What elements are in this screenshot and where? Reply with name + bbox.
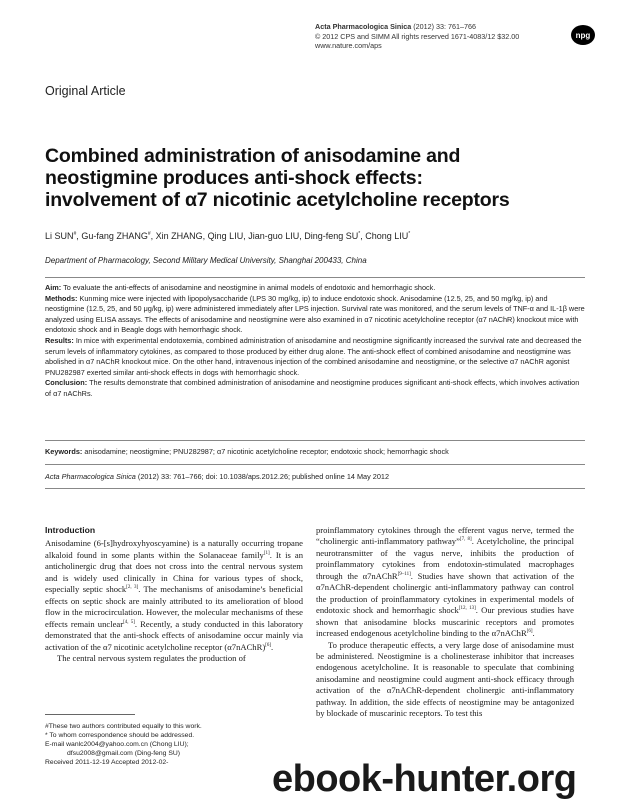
footnote: #These two authors contributed equally to this work. xyxy=(45,723,202,730)
author-name: Qing LIU xyxy=(207,231,244,241)
introduction-heading: Introduction xyxy=(45,525,96,535)
footnote: Received 2011-12-19 Accepted 2012-02- xyxy=(45,759,169,766)
footnote: * To whom correspondence should be addressed. xyxy=(45,732,195,739)
reference-citation[interactable]: [1] xyxy=(263,551,270,557)
divider xyxy=(45,464,585,465)
abstract-label: Results: xyxy=(45,335,74,345)
divider xyxy=(45,440,585,441)
author-name: Chong LIU xyxy=(365,231,409,241)
article-title xyxy=(45,145,585,211)
divider xyxy=(45,488,585,489)
journal-header xyxy=(315,22,519,51)
author-mark: * xyxy=(408,231,411,237)
abstract-text: The results demonstrate that combined administration of anisodamine and neostigmine produces significant anti-shock effects, which involves activation of α7 nAChRs. xyxy=(45,378,580,398)
abstract-text: To evaluate the anti-effects of anisodamine and neostigmine in animal models of endotoxic and hemorrhagic shock. xyxy=(61,283,436,292)
article-type: Original Article xyxy=(45,84,126,98)
title-line: neostigmine produces anti-shock effects: xyxy=(45,167,423,189)
abstract-text: Kunming mice were injected with lipopolysaccharide (LPS 30 mg/kg, ip) to induce endotoxic shock. Anisodamine (12.5, 25, and 50 mg/kg, ip) and neostigmine (12.5, 25, and 50 μg/kg, ip) were administered immediately after LPS injection. Survival rate was monitored, and the serum levels of TNF-α and IL-1β were analyzed using ELISA assays. The effects of anisodamine and neostigmine were also examined in α7 nicotinic acetylcholine receptor (α7 nAChR) knockout mice with endotoxic shock and in Beagle dogs with hemorrhagic shock. xyxy=(45,293,585,335)
author-name: Ding-feng SU xyxy=(304,231,359,241)
citation xyxy=(45,472,585,481)
abstract-section xyxy=(45,336,585,378)
abstract-section xyxy=(45,294,585,336)
paragraph: Anisodamine (6-[s]hydroxyhyoscyamine) is a naturally occurring tropane alkaloid found in some plants within the Solanaceae family[1]. It is an anticholinergic drug that does not cross into the central nervous system and is widely used clinically in China for various types of shock, especially septic shock[2, 3]. The mechanisms of anisodamine’s beneficial effects on septic shock are mainly attributed to its amelioration of blood flow in the microcirculation. However, the molecular mechanisms of these effects remain unclear[4, 5]. Recently, a study conducted in this laboratory demonstrated that the anti-shock effects of anisodamine occur mainly via activation of the α7 nicotinic acetylcholine receptor (α7nAChR)[6]. xyxy=(45,538,304,652)
abstract-label: Conclusion: xyxy=(45,378,88,388)
keywords-label: Keywords: xyxy=(45,447,83,456)
citation-journal: Acta Pharmacologica Sinica xyxy=(45,472,136,481)
keywords xyxy=(45,447,585,456)
reference-citation[interactable]: [6] xyxy=(265,642,272,648)
title-line: involvement of α7 nicotinic acetylcholine receptors xyxy=(45,189,510,211)
author-mark: # xyxy=(147,231,151,237)
citation-details: (2012) 33: 761–766; doi: 10.1038/aps.2012.26; published online 14 May 2012 xyxy=(135,472,390,481)
title-line: Combined administration of anisodamine and xyxy=(45,145,461,167)
footnote-rule xyxy=(45,714,135,715)
journal-name: Acta Pharmacologica Sinica xyxy=(315,22,412,31)
reference-citation[interactable]: [6] xyxy=(526,629,533,635)
affiliation: Department of Pharmacology, Second Military Medical University, Shanghai 200433, China xyxy=(45,256,367,265)
author-name: Li SUN xyxy=(45,231,74,241)
copyright-line: © 2012 CPS and SIMM All rights reserved 1671-4083/12 $32.00 xyxy=(315,31,520,41)
footnotes xyxy=(45,722,303,767)
right-column-text xyxy=(316,525,574,720)
left-column-text xyxy=(45,538,303,664)
npg-logo: npg xyxy=(571,25,595,45)
reference-citation[interactable]: [12, 13] xyxy=(458,606,476,612)
reference-citation[interactable]: [2, 3] xyxy=(126,585,139,591)
watermark: ebook-hunter.org xyxy=(272,758,577,800)
journal-url[interactable]: www.nature.com/aps xyxy=(315,41,382,50)
reference-citation[interactable]: [7, 8] xyxy=(459,537,472,543)
abstract-label: Aim: xyxy=(45,283,62,292)
author-mark: # xyxy=(73,231,77,237)
body-column-left xyxy=(45,525,303,664)
abstract xyxy=(45,283,585,400)
abstract-label: Methods: xyxy=(45,293,78,303)
journal-details: (2012) 33: 761–766 xyxy=(413,22,477,31)
divider xyxy=(45,277,585,278)
reference-citation[interactable]: [9–11] xyxy=(397,571,411,577)
author-name: Jian-guo LIU xyxy=(248,231,300,241)
footnote: E-mail wanlc2004@yahoo.com.cn (Chong LIU); xyxy=(45,741,189,748)
paragraph: The central nervous system regulates the production of xyxy=(57,652,246,663)
body-column-right xyxy=(316,525,574,720)
abstract-section xyxy=(45,378,585,399)
abstract-section xyxy=(45,283,585,294)
paragraph: To produce therapeutic effects, a very large dose of anisodamine must be administered. Neostigmine is a cholinesterase inhibitor that increases endogenous acetylcholine. It is reasonable to speculate that combining anisodamine and neostigmine could augment anti-shock efficacy through activation of the α7nAChR-dependent cholinergic anti-inflammatory pathway. In addition, the side effects of neostigmine may be antagonized by blockade of muscarinic receptors. To test this xyxy=(316,639,574,719)
author-list: Li SUN#, Gu-fang ZHANG#, Xin ZHANG, Qing LIU, Jian-guo LIU, Ding-feng SU*, Chong LIU* xyxy=(45,231,411,241)
abstract-text: In mice with experimental endotoxemia, combined administration of anisodamine and neostigmine significantly increased the survival rate and decreased the serum levels of inflammatory cytokines, as compared to those produced by either drug alone. The anti-shock effect of combined anisodamine and neostigmine was abolished in α7 nAChR knockout mice. On the other hand, intravenous injection of the combined anisodamine and neostigmine, or the selective α7 nAChR agonist PNU282987 exerted similar anti-shock effects in dogs with hemorrhagic shock. xyxy=(45,335,582,377)
author-mark: * xyxy=(358,231,361,237)
reference-citation[interactable]: [4, 5] xyxy=(123,619,135,625)
footnote: dfsu2008@gmail.com (Ding-feng SU) xyxy=(67,750,181,757)
author-name: Gu-fang ZHANG xyxy=(81,231,148,241)
keywords-text: anisodamine; neostigmine; PNU282987; α7 nicotinic acetylcholine receptor; endotoxic shock; hemorrhagic shock xyxy=(82,447,449,456)
author-name: Xin ZHANG xyxy=(155,231,203,241)
paragraph: proinflammatory cytokines through the efferent vagus nerve, termed the “cholinergic anti-inflammatory pathway”[7, 8]. Acetylcholine, the principal neurotransmitter of the vagus nerve, inhibits the production of proinflammatory cytokines from endotoxin-stimulated macrophages through the α7nAChR[9–11]. Studies have shown that activation of the α7nAChR-dependent cholinergic anti-inflammatory pathway can control the production of proinflammatory cytokines in experimental models of endotoxic shock and hemorrhagic shock[12, 13]. Our previous studies have shown that anisodamine blocks muscarinic receptors and promotes increased endogenous acetylcholine binding to the α7nAChR[6]. xyxy=(316,525,575,639)
